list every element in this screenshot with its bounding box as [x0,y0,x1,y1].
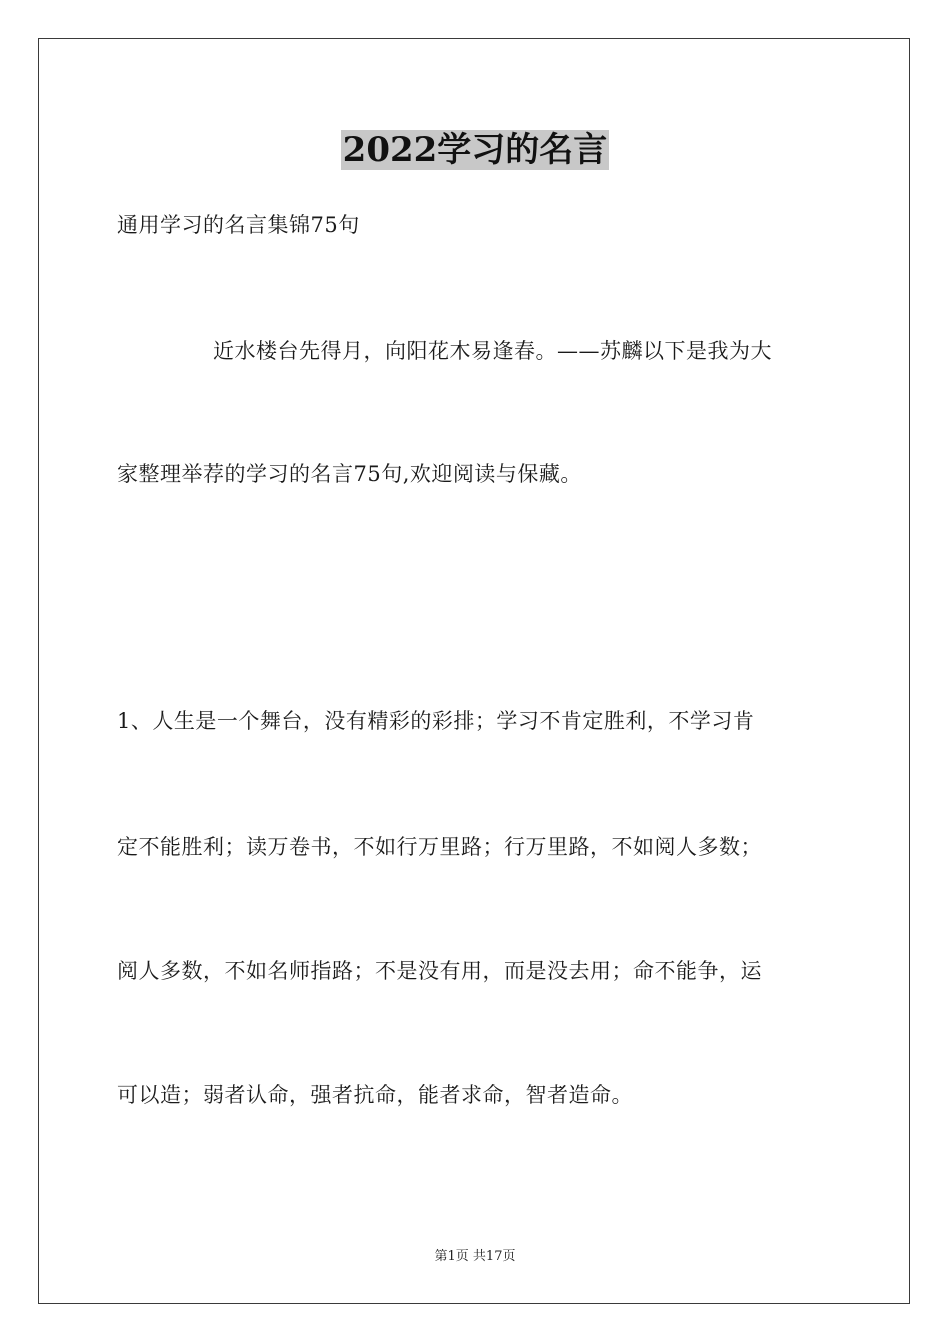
quote-1-line-2: 定不能胜利；读万卷书，不如行万里路；行万里路，不如阅人多数； [117,835,762,859]
page-number-footer: 第1页 共17页 [434,1249,516,1264]
intro-line-1: 近水楼台先得月，向阳花木易逢春。——苏麟以下是我为大 [213,339,772,363]
quote-1-line-4: 可以造；弱者认命，强者抗命，能者求命，智者造命。 [117,1083,633,1107]
subtitle-line: 通用学习的名言集锦75句 [117,213,360,237]
page-title [0,128,950,172]
page-title-text: 2022学习的名言 [342,130,608,170]
quote-1-line-3: 阅人多数，不如名师指路；不是没有用，而是没去用；命不能争，运 [117,959,762,983]
intro-line-2: 家整理举荐的学习的名言75句,欢迎阅读与保藏。 [117,462,582,486]
quote-1-line-1: 1、人生是一个舞台，没有精彩的彩排；学习不肯定胜利，不学习肯 [117,709,755,733]
